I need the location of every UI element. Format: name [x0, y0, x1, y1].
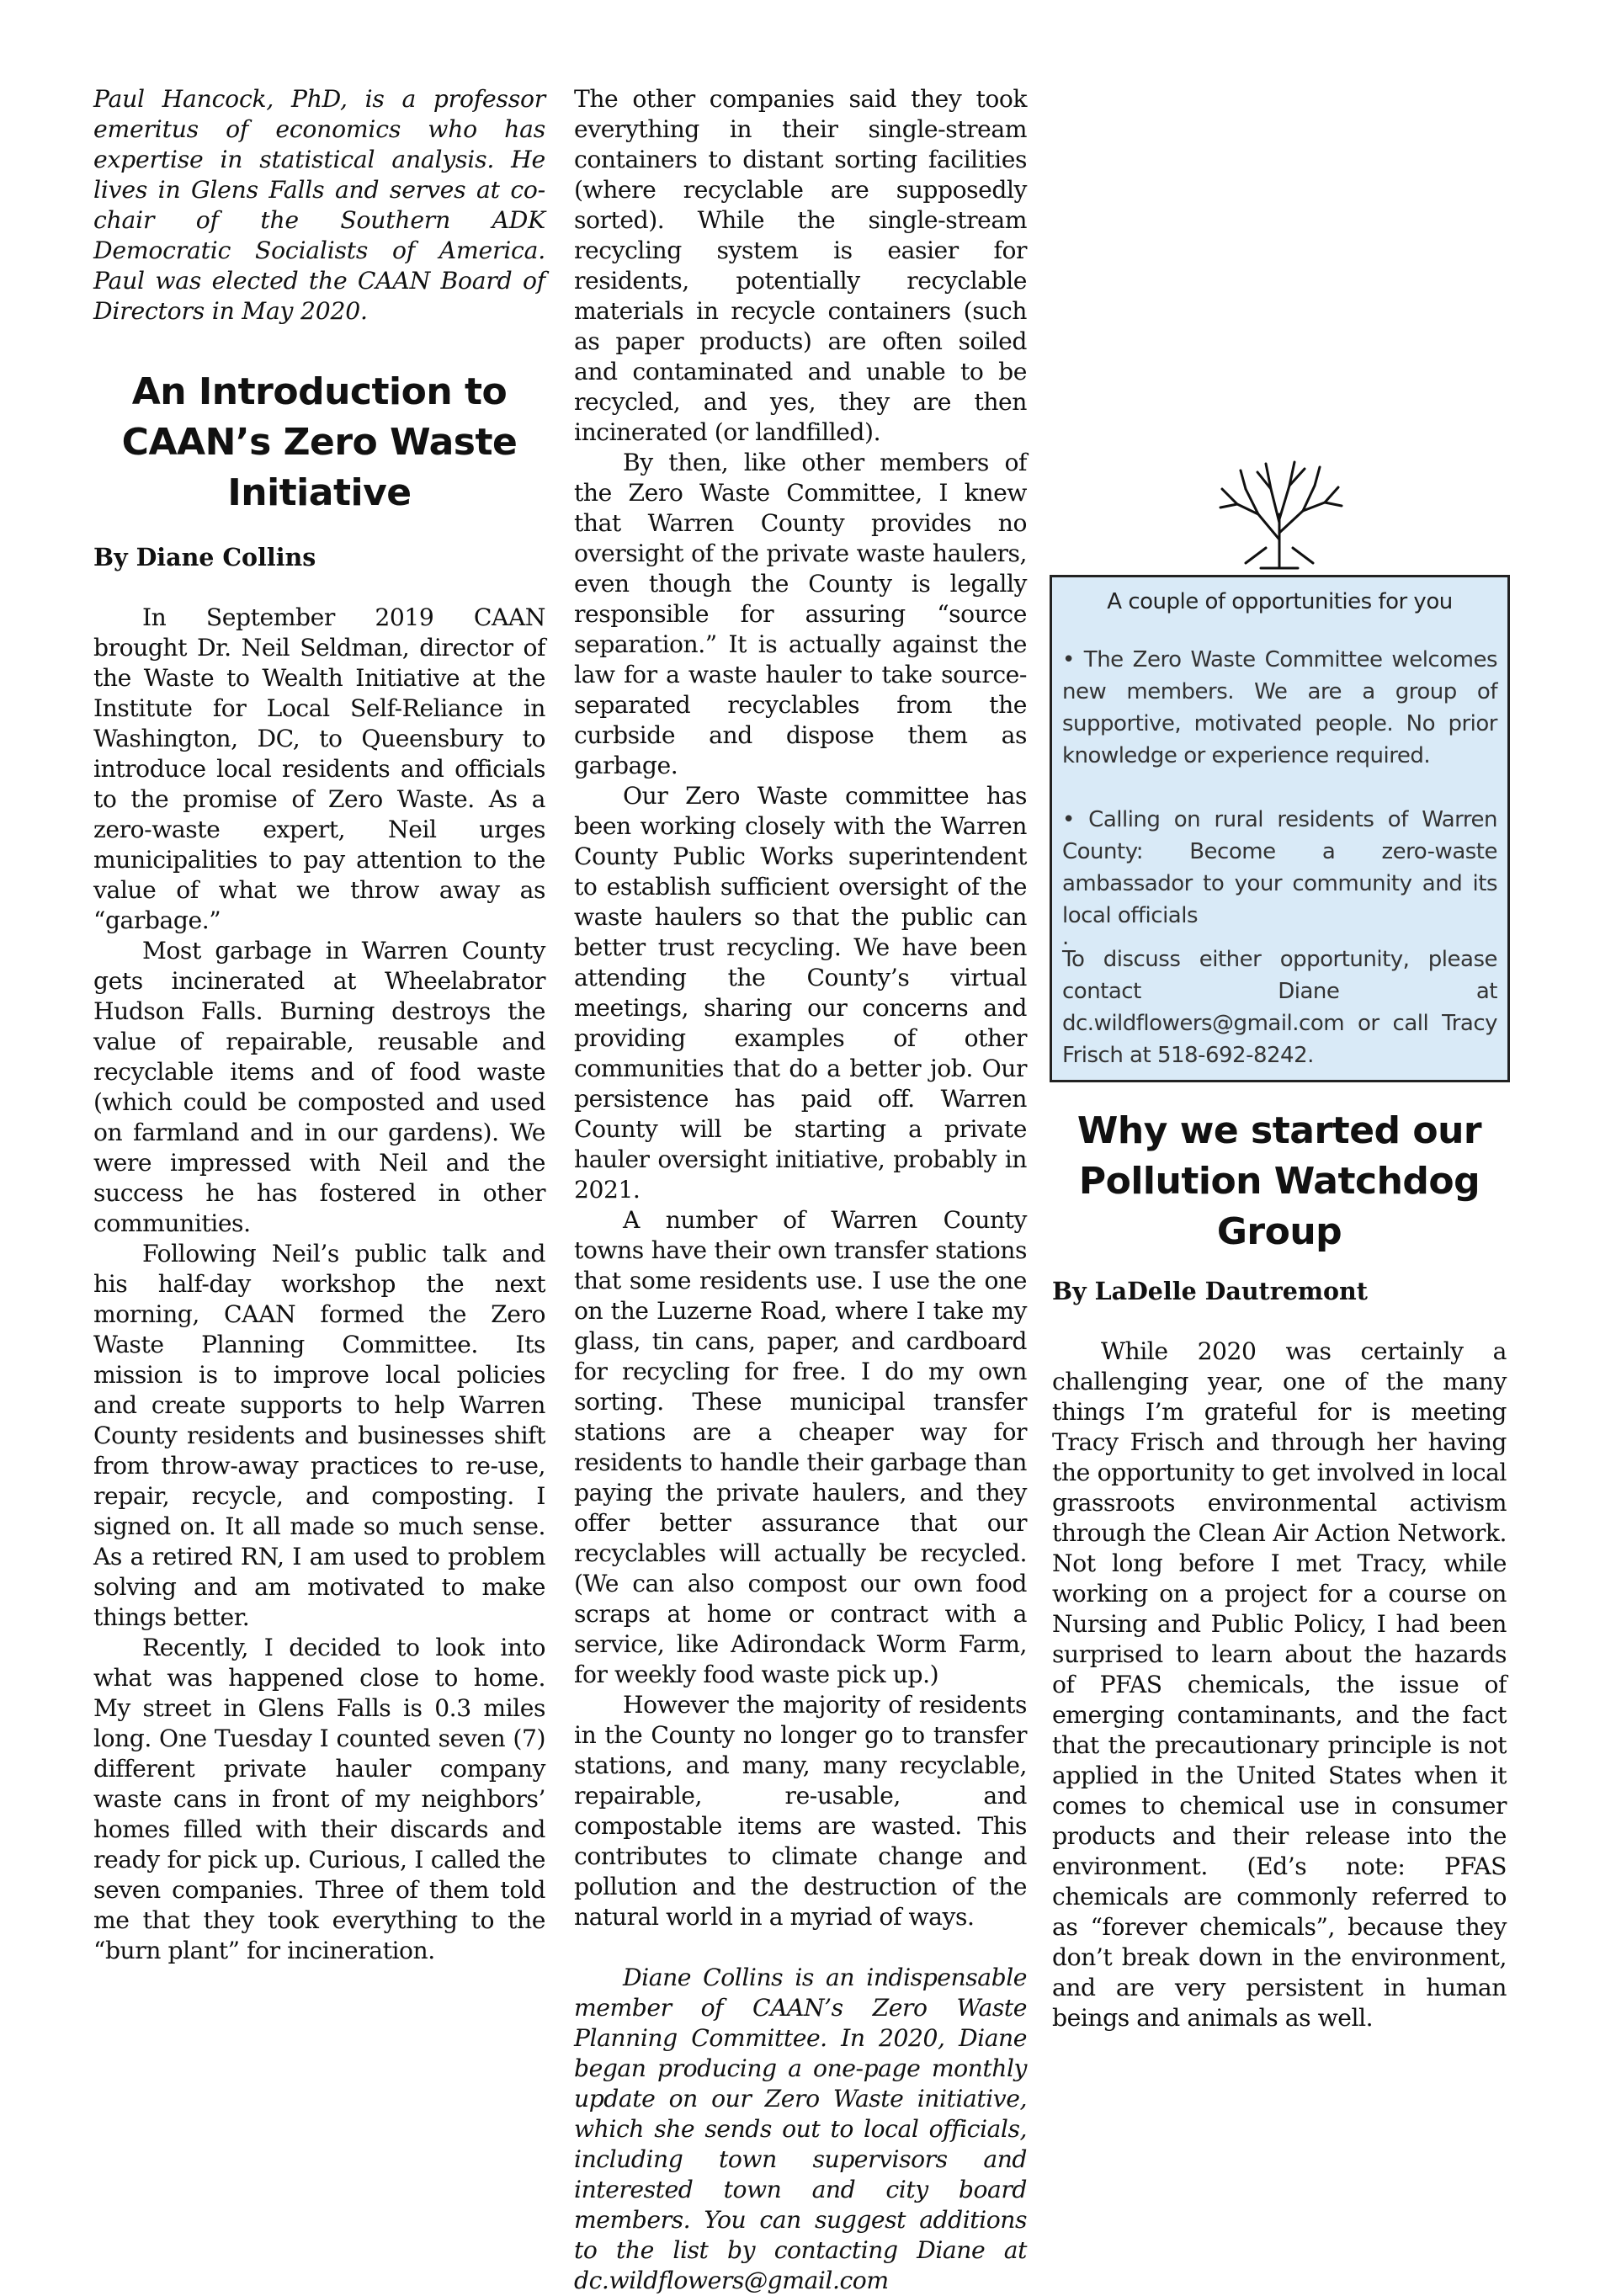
paragraph: Recently, I decided to look into what was happened close to home. My street in Glens Falls is 0.3 miles long. One Tuesday I counted seven (7) different private hauler company waste cans in front of my neighbors’ homes filled with their discards and ready for pick up. Curious, I called the seven companies. Three of them told me that they took everything to the “burn plant” for incineration. [93, 1634, 545, 1964]
byline-dautremont: By LaDelle Dautremont [1052, 1277, 1368, 1305]
paragraph: While 2020 was certainly a challenging year, one of the many things I’m grateful for is meeting Tracy Frisch and through her having the opportunity to get involved in local grassroots environmental activism through the Clean Air Action Network. Not long before I met Tracy, while working on a project for a course on Nursing and Public Policy, I had been surprised to learn about the hazards of PFAS chemicals, the issue of emerging contaminants, and the fact that the precautionary principle is not applied in the United States when it comes to chemical use in consumer products and their release into the environment. (Ed’s note: PFAS chemicals are commonly referred to as “forever chemicals”, because they don’t break down in the environment, and are very persistent in human beings and animals as well. [1052, 1337, 1507, 2032]
column-2 [574, 84, 1027, 2296]
paragraph: In September 2019 CAAN brought Dr. Neil Seldman, director of the Waste to Wealth Initiative at the Institute for Local Self-Reliance in Washington, DC, to Queensbury to introduce local residents and officials to the promise of Zero Waste. As a zero-waste expert, Neil urges municipalities to pay attention to the value of what we throw away as “garbage.” [93, 603, 545, 934]
box-contact: To discuss either opportunity, please contact Diane at dc.wildflowers@gmail.com or call Tracy Frisch at 518-692-8242. [1062, 947, 1497, 1068]
box-dot: . [1062, 925, 1069, 950]
byline-collins: By Diane Collins [93, 543, 316, 571]
headline-pollution-watchdog: Why we started our Pollution Watchdog Group [1076, 1109, 1482, 1253]
author-bio-collins: Diane Collins is an indispensable member of CAAN’s Zero Waste Planning Committee. In 2020, Diane began producing a one-page monthly update on our Zero Waste initiative, which she sends out to local officials, including town supervisors and interested town and city board members. You can suggest additions to the list by contacting Diane at dc.wildflowers@gmail.com [574, 1964, 1027, 2294]
paragraph: Our Zero Waste committee has been working closely with the Warren County Public Works superintendent to establish sufficient oversight of the waste haulers so that the public can better trust recycling. We have been attending the County’s virtual meetings, sharing our concerns and providing examples of other communities that do a better job. Our persistence has paid off. Warren County will be starting a private hauler oversight initiative, probably in 2021. [574, 782, 1027, 1204]
paragraph: The other companies said they took everything in their single-stream containers to distant sorting facilities (where recyclable are supposedly sorted). While the single-stream recycling system is easier for residents, potentially recyclable materials in recycle containers (such as paper products) are often soiled and contaminated and unable to be recycled, and yes, they are then incinerated (or landfilled). [574, 85, 1027, 446]
box-item-new-members: • The Zero Waste Committee welcomes new members. We are a group of supportive, motivated people. No prior knowledge or experience required. [1062, 647, 1497, 768]
box-item-ambassador: • Calling on rural residents of Warren County: Become a zero-waste ambassador to your community and its local officials [1062, 807, 1497, 928]
headline-zero-waste: An Introduction to CAAN’s Zero Waste Initiative [121, 370, 518, 514]
paragraph: Most garbage in Warren County gets incinerated at Wheelabrator Hudson Falls. Burning destroys the value of repairable, reusable and recyclable items and of food waste (which could be composted and used on farmland and in our gardens). We were impressed with Neil and the success he has fostered in other communities. [93, 937, 545, 1237]
paragraph: By then, like other members of the Zero Waste Committee, I knew that Warren County provides no oversight of the private waste haulers, even though the County is legally responsible for assuring “source separation.” It is actually against the law for a waste hauler to take source-separated recyclables from the curbside and dispose them as garbage. [574, 449, 1027, 779]
tree-icon [1212, 455, 1347, 573]
box-title: A couple of opportunities for you [1107, 589, 1453, 614]
column-1 [93, 84, 545, 1966]
paragraph: A number of Warren County towns have their own transfer stations that some residents use. I use the one on the Luzerne Road, where I take my glass, tin cans, paper, and cardboard for recycling for free. I do my own sorting. These municipal transfer stations are a cheaper way for residents to handle their garbage than paying the private haulers, and they offer better assurance that our recyclables will actually be recycled. (We can also compost our own food scraps at home or contract with a service, like Adirondack Worm Farm, for weekly food waste pick up.) [574, 1206, 1027, 1688]
opportunities-box [1050, 575, 1510, 1082]
paragraph: However the majority of residents in the County no longer go to transfer stations, and many, many recyclable, repairable, re-usable, and compostable items are wasted. This contributes to climate change and pollution and the destruction of the natural world in a myriad of ways. [574, 1691, 1027, 1931]
column-3 [1052, 84, 1507, 2033]
author-bio-collins-continued [1052, 84, 1507, 459]
paragraph: Following Neil’s public talk and his half-day workshop the next morning, CAAN formed the Zero Waste Planning Committee. Its mission is to improve local policies and create supports to help Warren County residents and businesses shift from throw-away practices to re-use, repair, recycle, and composting. I signed on. It all made so much sense. As a retired RN, I am used to problem solving and am motivated to make things better. [93, 1240, 545, 1631]
author-bio-hancock: Paul Hancock, PhD, is a professor emeritus of economics who has expertise in statistical analysis. He lives in Glens Falls and serves at co-chair of the Southern ADK Democratic Socialists of America. Paul was elected the CAAN Board of Directors in May 2020. [93, 85, 545, 325]
article-body-zero-waste-part1 [93, 603, 545, 1966]
